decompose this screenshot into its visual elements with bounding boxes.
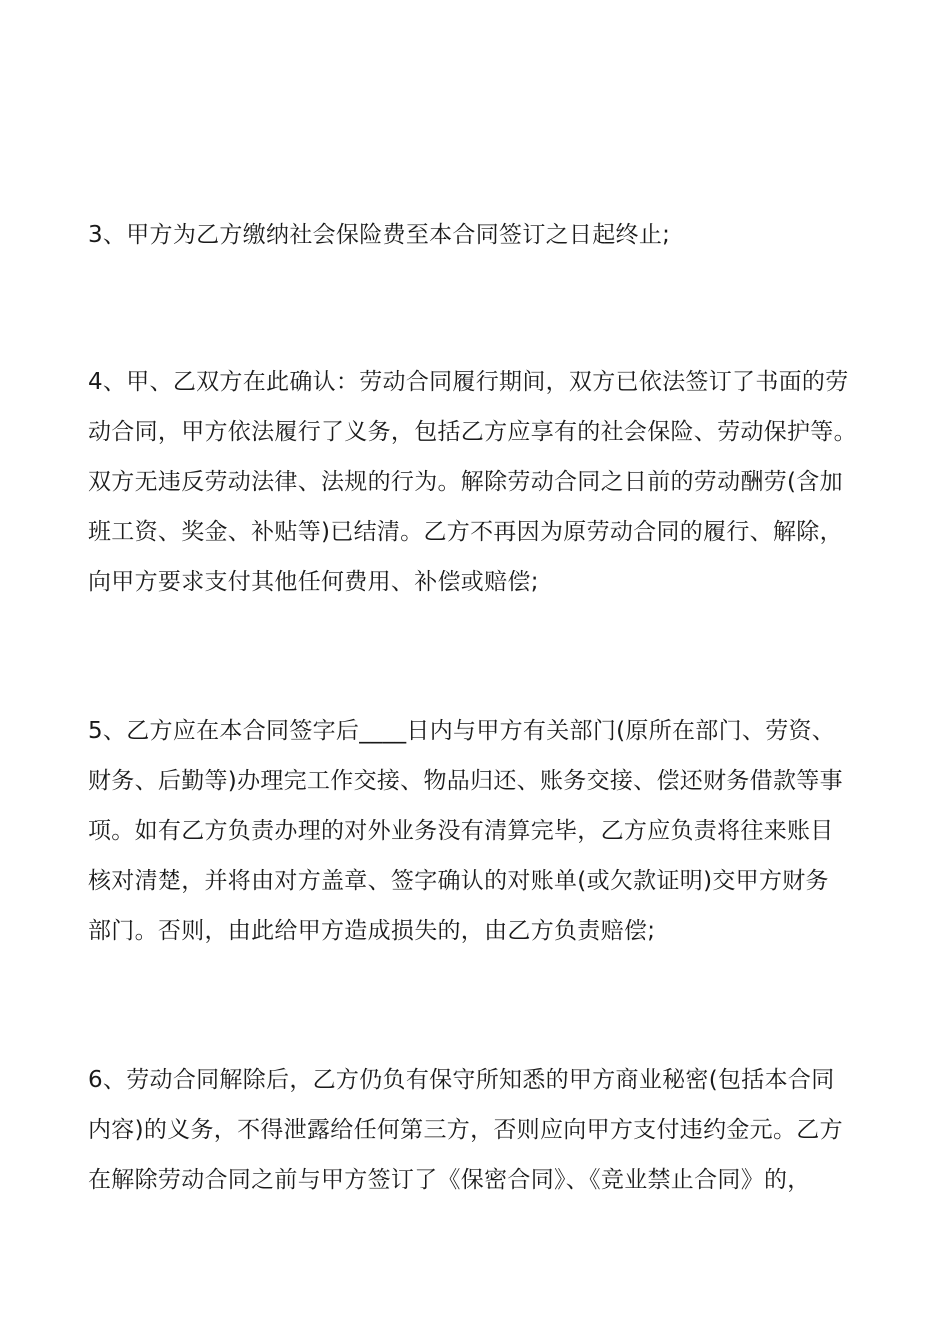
clause-5-line-1: 5、乙方应在本合同签字后____日内与甲方有关部门(原所在部门、劳资、 <box>88 718 836 744</box>
clause-5-line-3: 项。如有乙方负责办理的对外业务没有清算完毕，乙方应负责将往来账目 <box>88 818 834 844</box>
clause-5-line-2: 财务、后勤等)办理完工作交接、物品归还、账务交接、偿还财务借款等事 <box>88 768 843 794</box>
clause-6-line-3: 在解除劳动合同之前与甲方签订了《保密合同》、《竞业禁止合同》的， <box>88 1167 811 1193</box>
clause-6-line-2: 内容)的义务，不得泄露给任何第三方，否则应向甲方支付违约金元。乙方 <box>88 1117 843 1143</box>
clause-4-line-3: 双方无违反劳动法律、法规的行为。解除劳动合同之日前的劳动酬劳(含加 <box>88 469 843 495</box>
clause-4-line-5: 向甲方要求支付其他任何费用、补偿或赔偿; <box>88 569 539 595</box>
clause-6-line-1: 6、劳动合同解除后，乙方仍负有保守所知悉的甲方商业秘密(包括本合同 <box>88 1067 835 1093</box>
clause-4-line-2: 动合同，甲方依法履行了义务，包括乙方应享有的社会保险、劳动保护等。 <box>88 419 857 445</box>
clause-5-line-4: 核对清楚，并将由对方盖章、签字确认的对账单(或欠款证明)交甲方财务 <box>88 868 829 894</box>
clause-4-line-1: 4、甲、乙双方在此确认：劳动合同履行期间，双方已依法签订了书面的劳 <box>88 369 849 395</box>
clause-3-line-1: 3、甲方为乙方缴纳社会保险费至本合同签订之日起终止; <box>88 222 671 248</box>
clause-5-line-5: 部门。否则，由此给甲方造成损失的，由乙方负责赔偿; <box>88 918 656 944</box>
clause-4-line-4: 班工资、奖金、补贴等)已结清。乙方不再因为原劳动合同的履行、解除， <box>88 519 843 545</box>
